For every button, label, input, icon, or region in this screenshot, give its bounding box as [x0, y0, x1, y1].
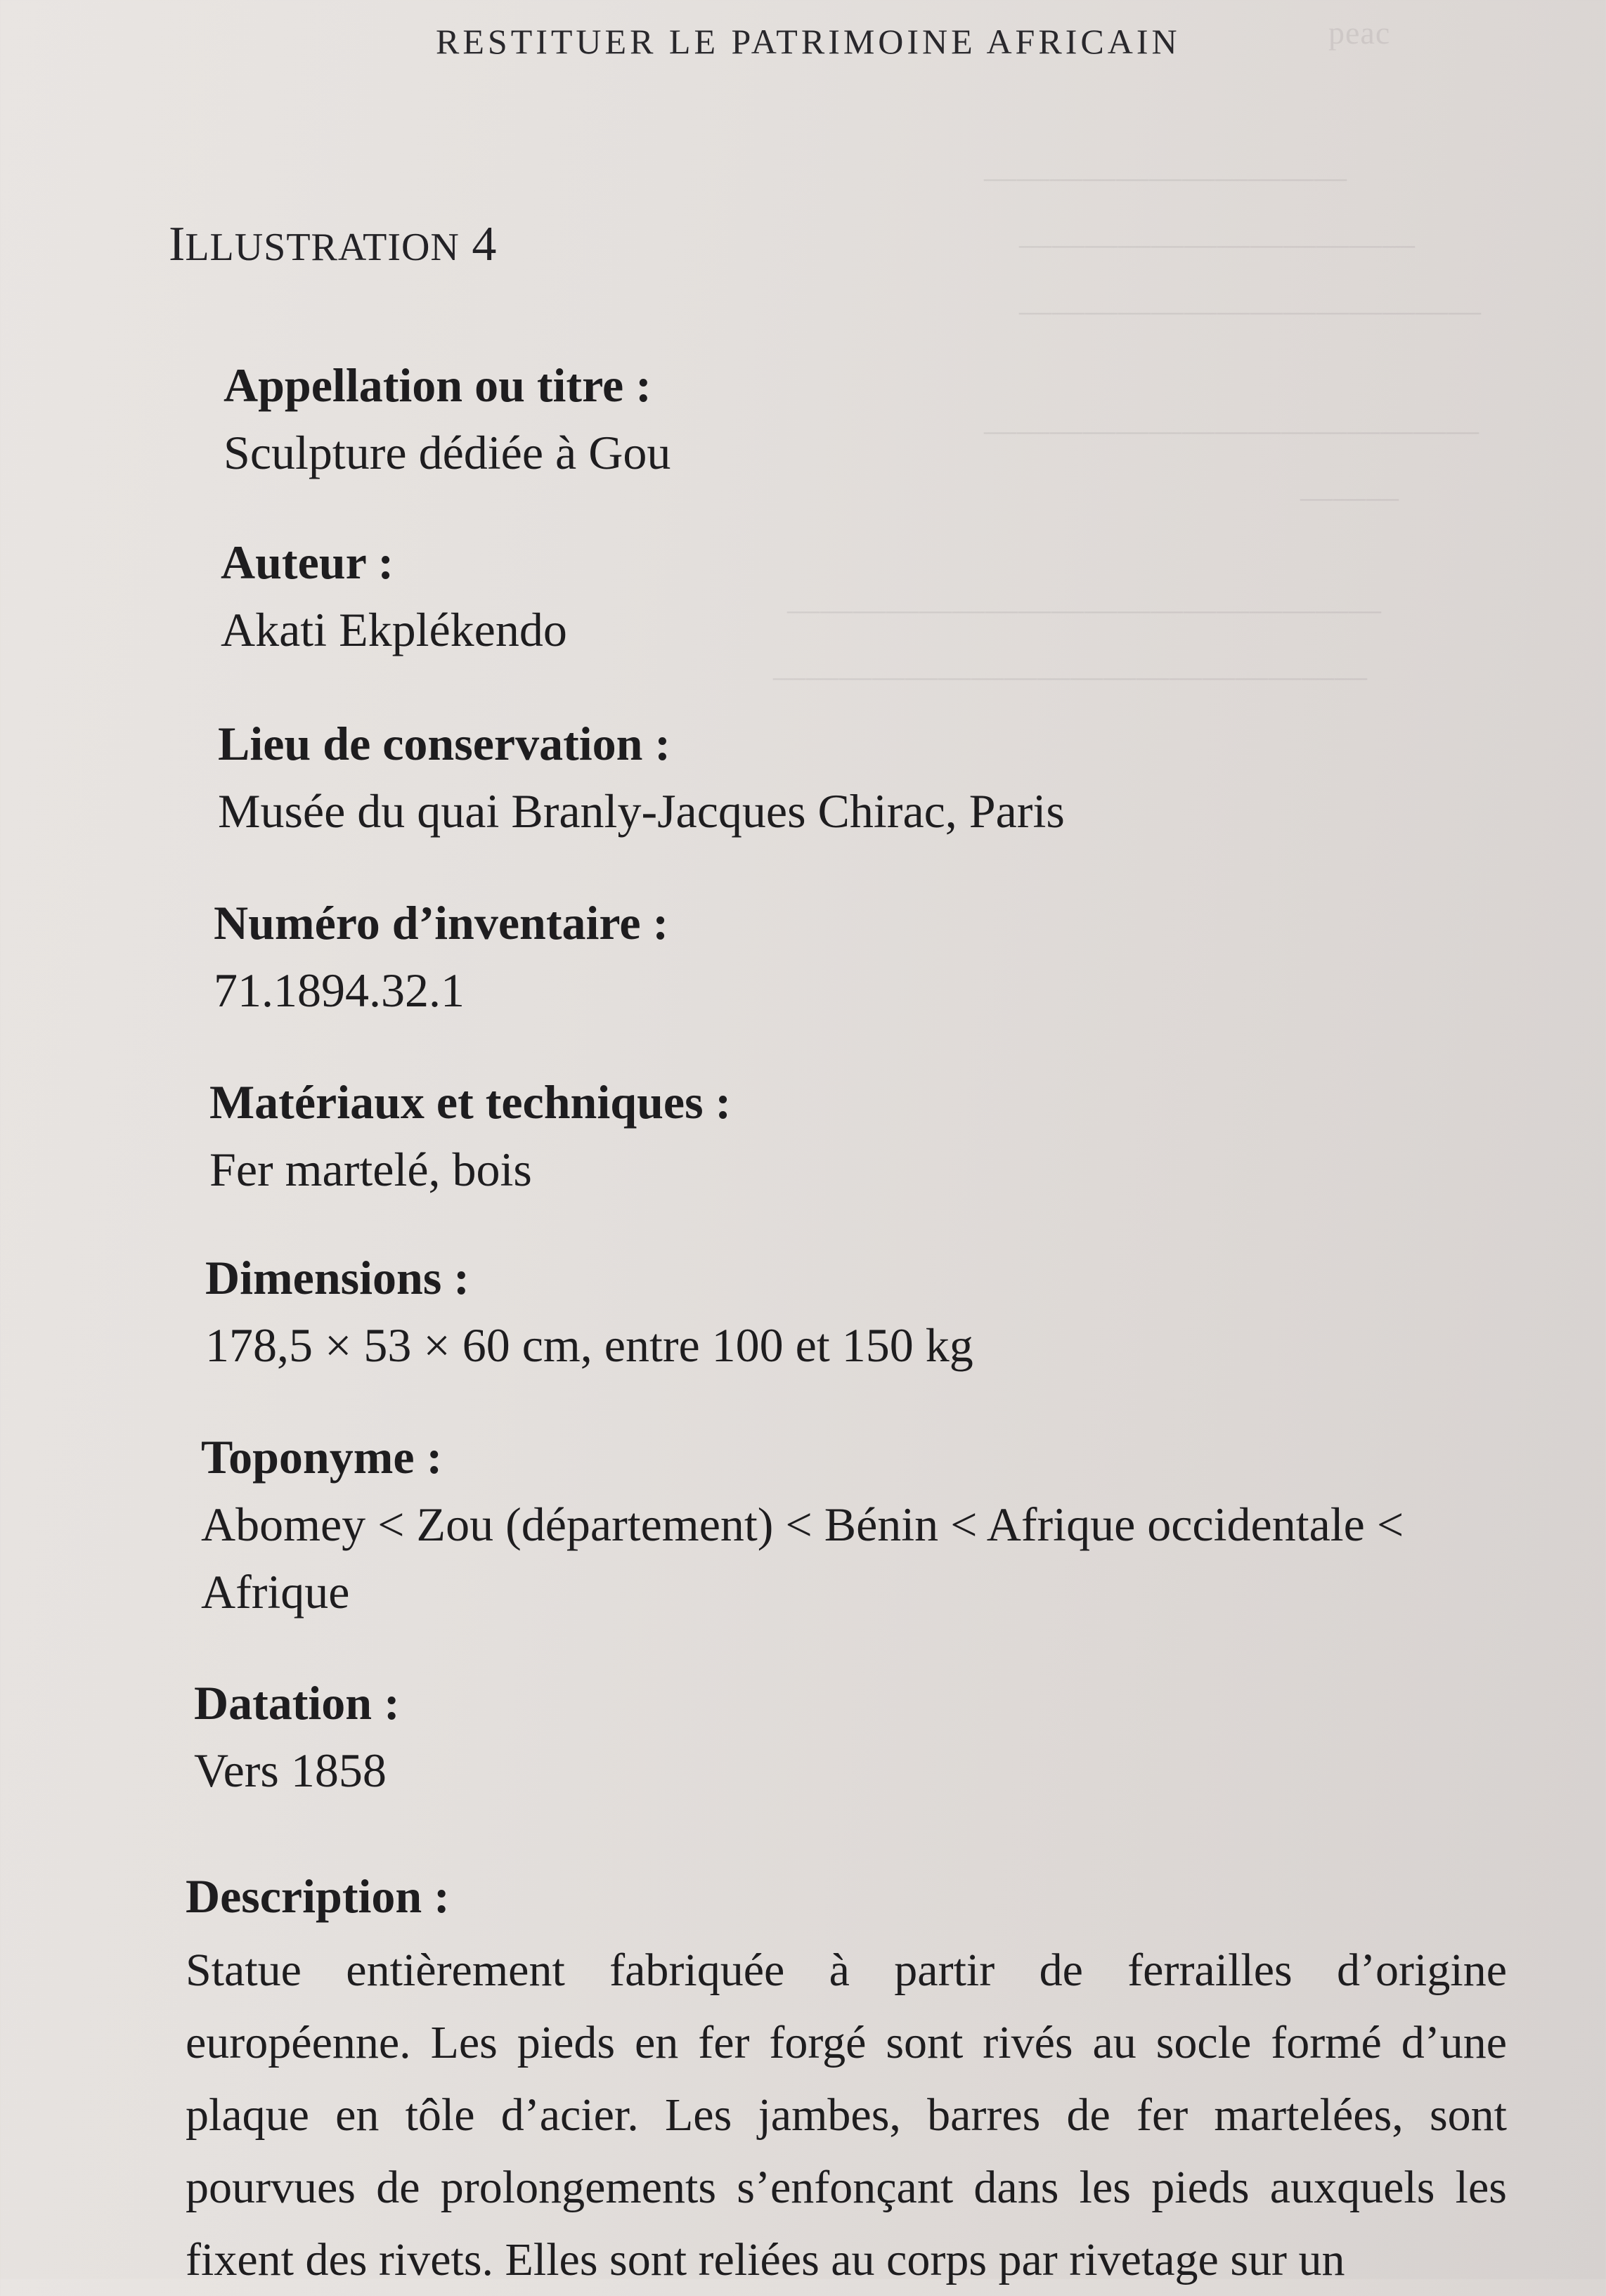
entry-value: Vers 1858 — [194, 1744, 387, 1797]
bleed-through-text: —————————————————— — [773, 658, 1368, 694]
entry-label: Datation : — [194, 1676, 400, 1730]
description-text: Statue entièrement fabriquée à partir de ferrailles d’origine européenne. Les pieds en fer forgé sont rivés au socle formé d’une plaque en tôle d’acier. Les jambes, barres de fer martelées, sont pourvues de prolongements s’enfonçant dans les pieds auxquels les fixent des rivets. Elles sont reliées au corps par rivetage sur un — [186, 1945, 1507, 2285]
entry-lieu-de-conservation — [218, 710, 1581, 845]
entry-toponyme — [201, 1423, 1529, 1626]
bleed-through-text: peac — [1328, 15, 1391, 51]
entry-datation — [194, 1669, 1558, 1804]
entry-auteur — [221, 528, 1584, 663]
bleed-through-text: ——— — [1300, 479, 1399, 514]
bleed-through-text: —————————————— — [1019, 292, 1482, 328]
entry-value: Abomey < Zou (département) < Bénin < Afrique occidentale < Afrique — [201, 1498, 1404, 1619]
bleed-through-text: ——————————————— — [984, 412, 1479, 448]
description-section — [186, 1862, 1507, 2296]
entry-label: Appellation ou titre : — [224, 358, 652, 412]
illustration-initial: I — [169, 217, 186, 271]
illustration-number: 4 — [472, 217, 497, 271]
entry-value: Sculpture dédiée à Gou — [224, 426, 671, 479]
entry-value: Akati Ekplékendo — [221, 603, 567, 656]
illustration-word: LLUSTRATION — [185, 226, 460, 269]
illustration-title — [169, 216, 496, 273]
entry-label: Auteur : — [221, 536, 394, 589]
entry-label: Matériaux et techniques : — [209, 1075, 732, 1129]
bleed-through-text: ———————————— — [1019, 226, 1416, 261]
entry-value: 71.1894.32.1 — [214, 964, 465, 1017]
entry-value: Fer martelé, bois — [209, 1143, 532, 1196]
entry-label: Lieu de conservation : — [218, 717, 671, 770]
entry-appellation — [224, 351, 1587, 486]
running-head: RESTITUER LE PATRIMOINE AFRICAIN — [436, 22, 1181, 61]
entry-label: Numéro d’inventaire : — [214, 896, 669, 949]
bleed-through-text: ——————————— — [984, 159, 1347, 195]
entry-value: Musée du quai Branly-Jacques Chirac, Paris — [218, 784, 1065, 838]
bleed-through-text: —————————————————— — [787, 591, 1382, 627]
entry-materiaux — [209, 1068, 1573, 1203]
entry-numero-inventaire — [214, 889, 1577, 1024]
entry-value: 178,5 × 53 × 60 cm, entre 100 et 150 kg — [205, 1318, 973, 1372]
entry-label: Toponyme : — [201, 1430, 443, 1484]
entry-label: Dimensions : — [205, 1251, 470, 1304]
description-label: Description : — [186, 1869, 450, 1923]
entry-dimensions — [205, 1244, 1569, 1379]
